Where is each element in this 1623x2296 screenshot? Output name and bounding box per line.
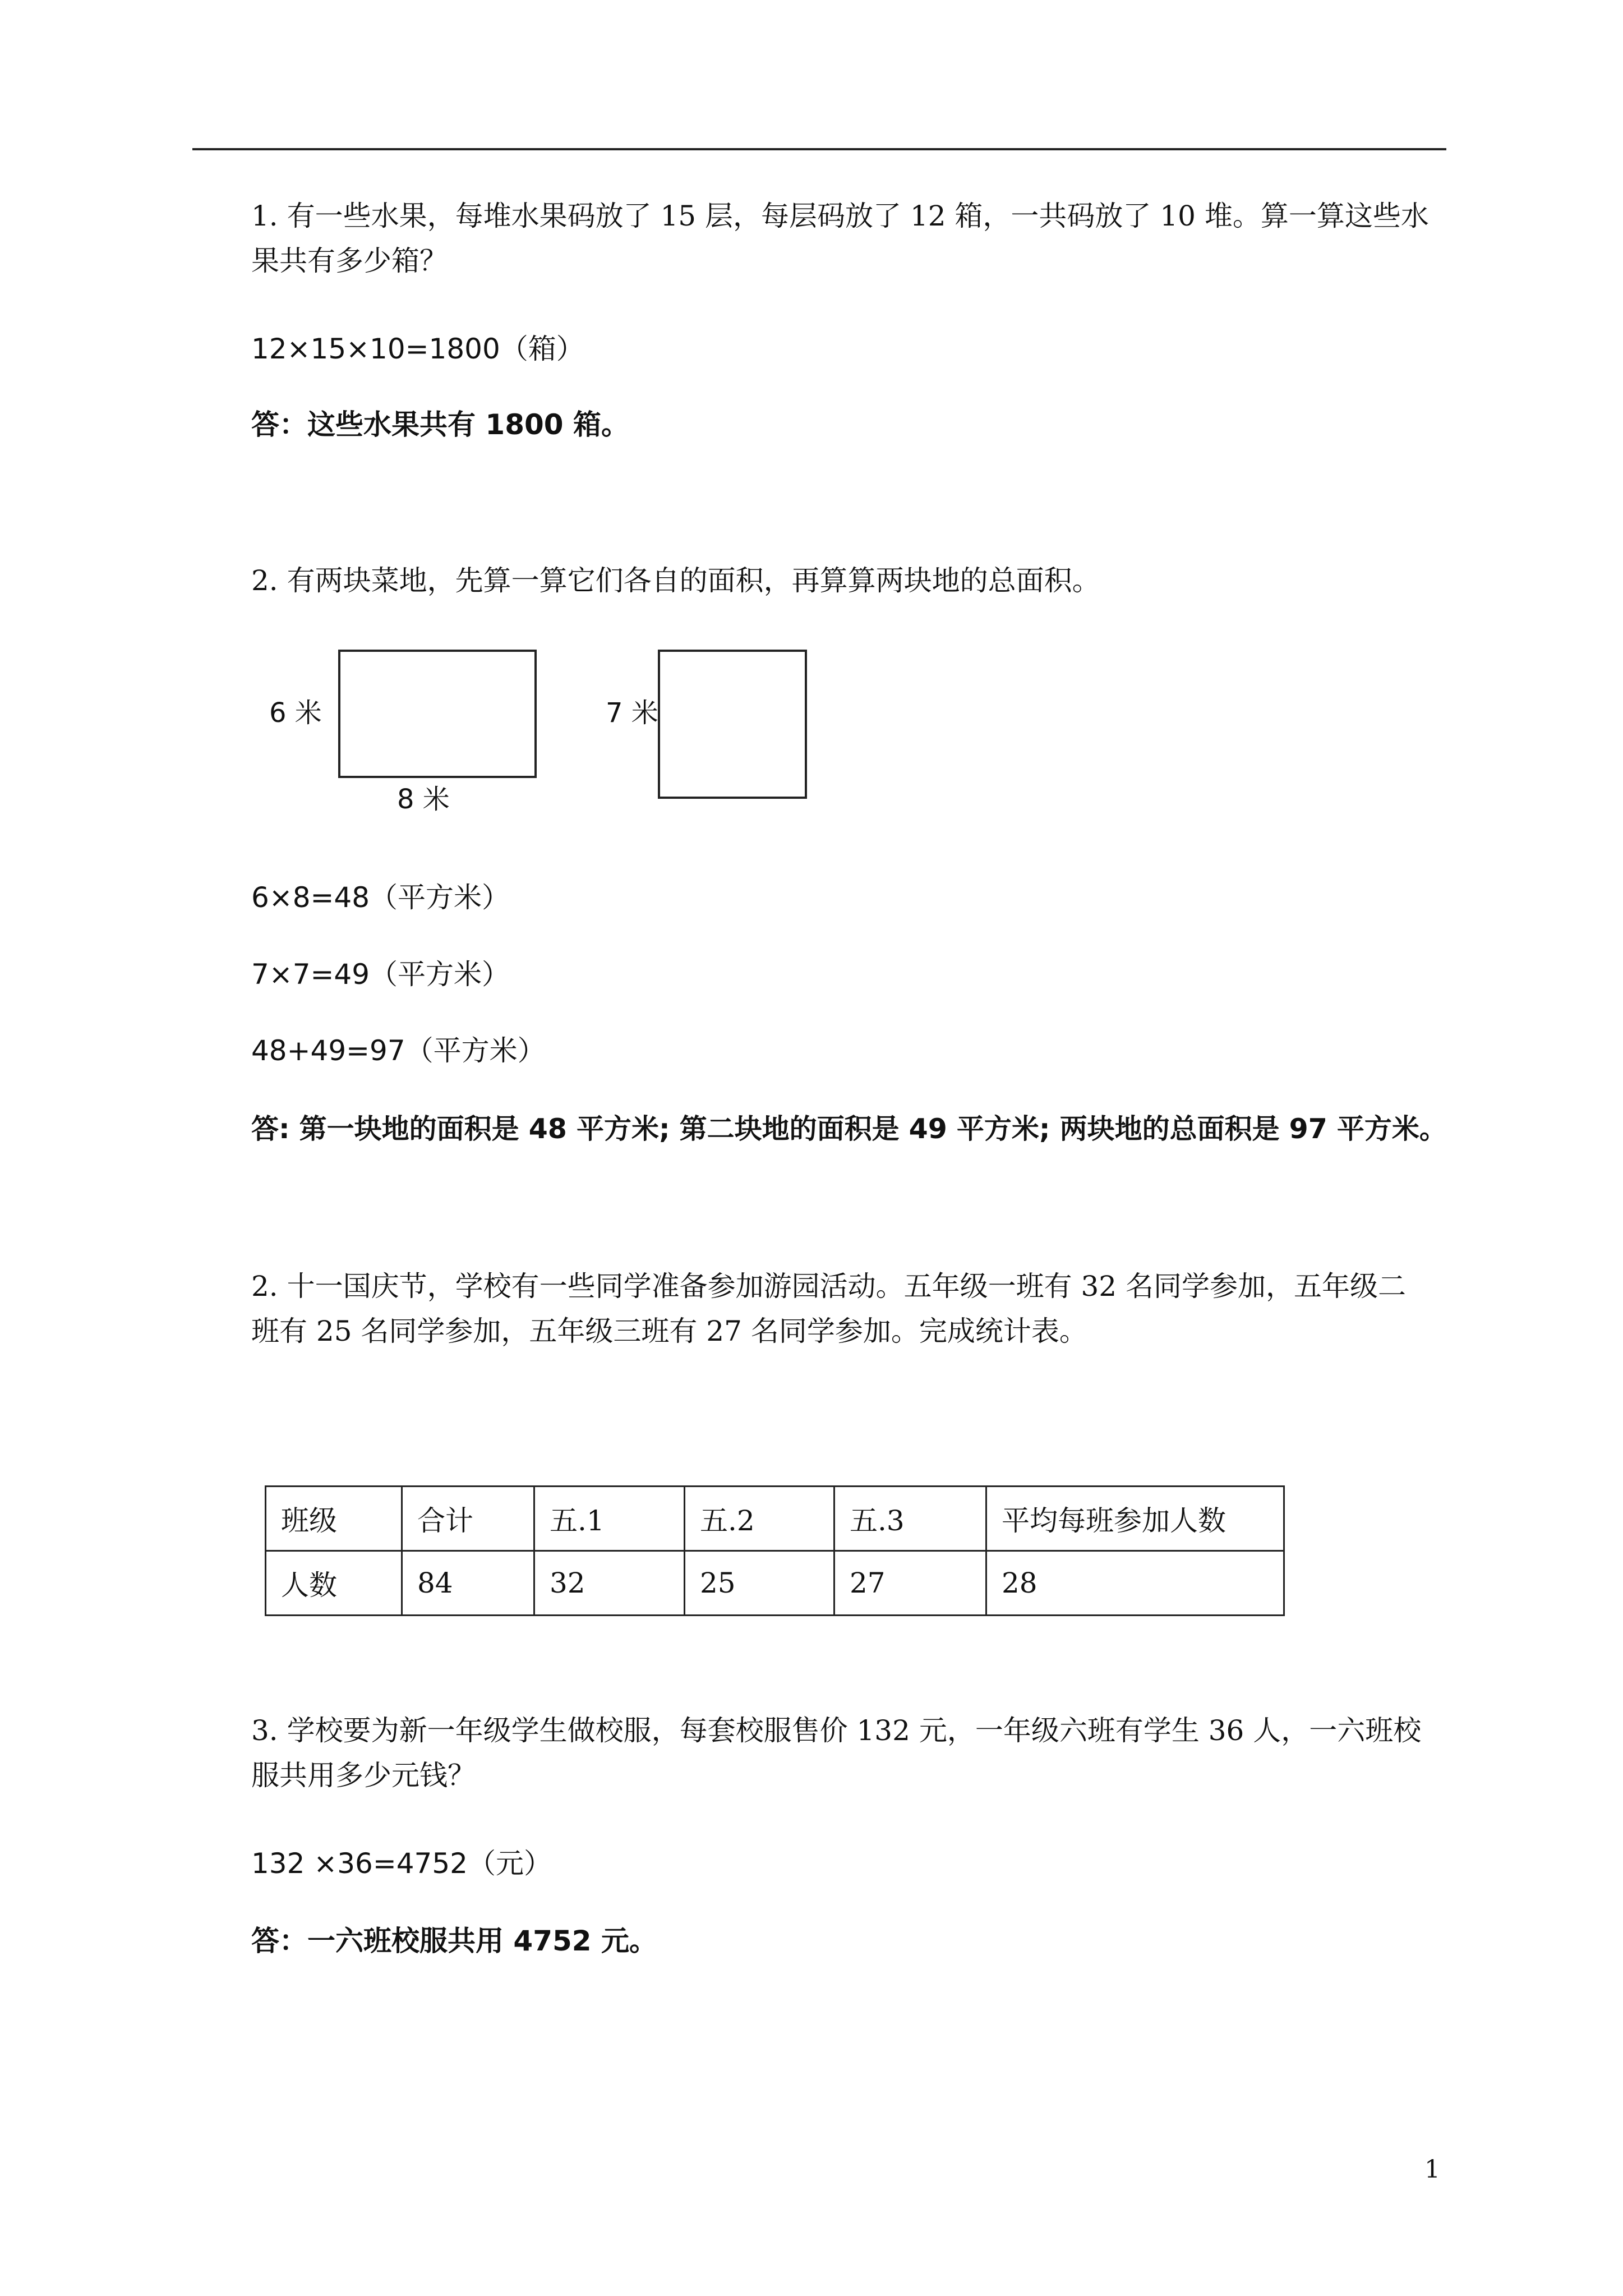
- problem-3-line-1: 2. 十一国庆节，学校有一些同学准备参加游园活动。五年级一班有 32 名同学参加，五年级二: [251, 1270, 1407, 1303]
- problem-1-answer: 答：这些水果共有 1800 箱。: [251, 408, 629, 441]
- table-header-cell: 五.3: [834, 1487, 986, 1551]
- problem-1-line-1: 1. 有一些水果，每堆水果码放了 15 层，每层码放了 12 箱，一共码放了 10 堆。算一算这些水: [251, 200, 1429, 232]
- table-cell: 人数: [266, 1551, 402, 1616]
- table-cell: 27: [834, 1551, 986, 1616]
- table-cell: 28: [986, 1551, 1284, 1616]
- rect-height-label: 6 米: [269, 697, 322, 729]
- field-diagram-svg: [241, 637, 858, 839]
- problem-4-calculation: 132 ×36=4752（元）: [251, 1847, 552, 1880]
- problem-2-answer: 答: 第一块地的面积是 48 平方米; 第二块地的面积是 49 平方米; 两块地的总面积是 97 平方米。: [251, 1113, 1447, 1145]
- field-diagram: [241, 637, 858, 839]
- page-number: 1: [1424, 2155, 1440, 2184]
- problem-2-question: 2. 有两块菜地，先算一算它们各自的面积，再算算两块地的总面积。: [251, 564, 1100, 597]
- problem-1-line-2: 果共有多少箱？: [251, 245, 448, 277]
- rectangular-field: [339, 651, 536, 777]
- table-header-cell: 合计: [402, 1487, 534, 1551]
- table-cell: 32: [534, 1551, 685, 1616]
- problem-2-calculation-2: 7×7=49（平方米）: [251, 958, 510, 991]
- square-side-label: 7 米: [606, 697, 658, 729]
- table-header-cell: 班级: [266, 1487, 402, 1551]
- statistics-table: [265, 1485, 1285, 1616]
- table-cell: 84: [402, 1551, 534, 1616]
- problem-3-line-2: 班有 25 名同学参加，五年级三班有 27 名同学参加。完成统计表。: [251, 1315, 1087, 1347]
- rect-width-label: 8 米: [397, 784, 450, 815]
- table-header-row: [266, 1487, 1284, 1551]
- problem-4-line-2: 服共用多少元钱？: [251, 1759, 476, 1792]
- table-header-cell: 平均每班参加人数: [986, 1487, 1284, 1551]
- square-field: [659, 651, 806, 798]
- problem-2-calculation-1: 6×8=48（平方米）: [251, 881, 510, 914]
- problem-4-answer: 答：一六班校服共用 4752 元。: [251, 1925, 657, 1957]
- table-header-cell: 五.2: [685, 1487, 834, 1551]
- problem-2-calculation-3: 48+49=97（平方米）: [251, 1034, 546, 1067]
- table-header-cell: 五.1: [534, 1487, 685, 1551]
- table-cell: 25: [685, 1551, 834, 1616]
- problem-1-calculation: 12×15×10=1800（箱）: [251, 333, 584, 365]
- table-row: [266, 1551, 1284, 1616]
- header-rule: [192, 148, 1446, 150]
- problem-4-line-1: 3. 学校要为新一年级学生做校服，每套校服售价 132 元，一年级六班有学生 36 人，一六班校: [251, 1714, 1422, 1747]
